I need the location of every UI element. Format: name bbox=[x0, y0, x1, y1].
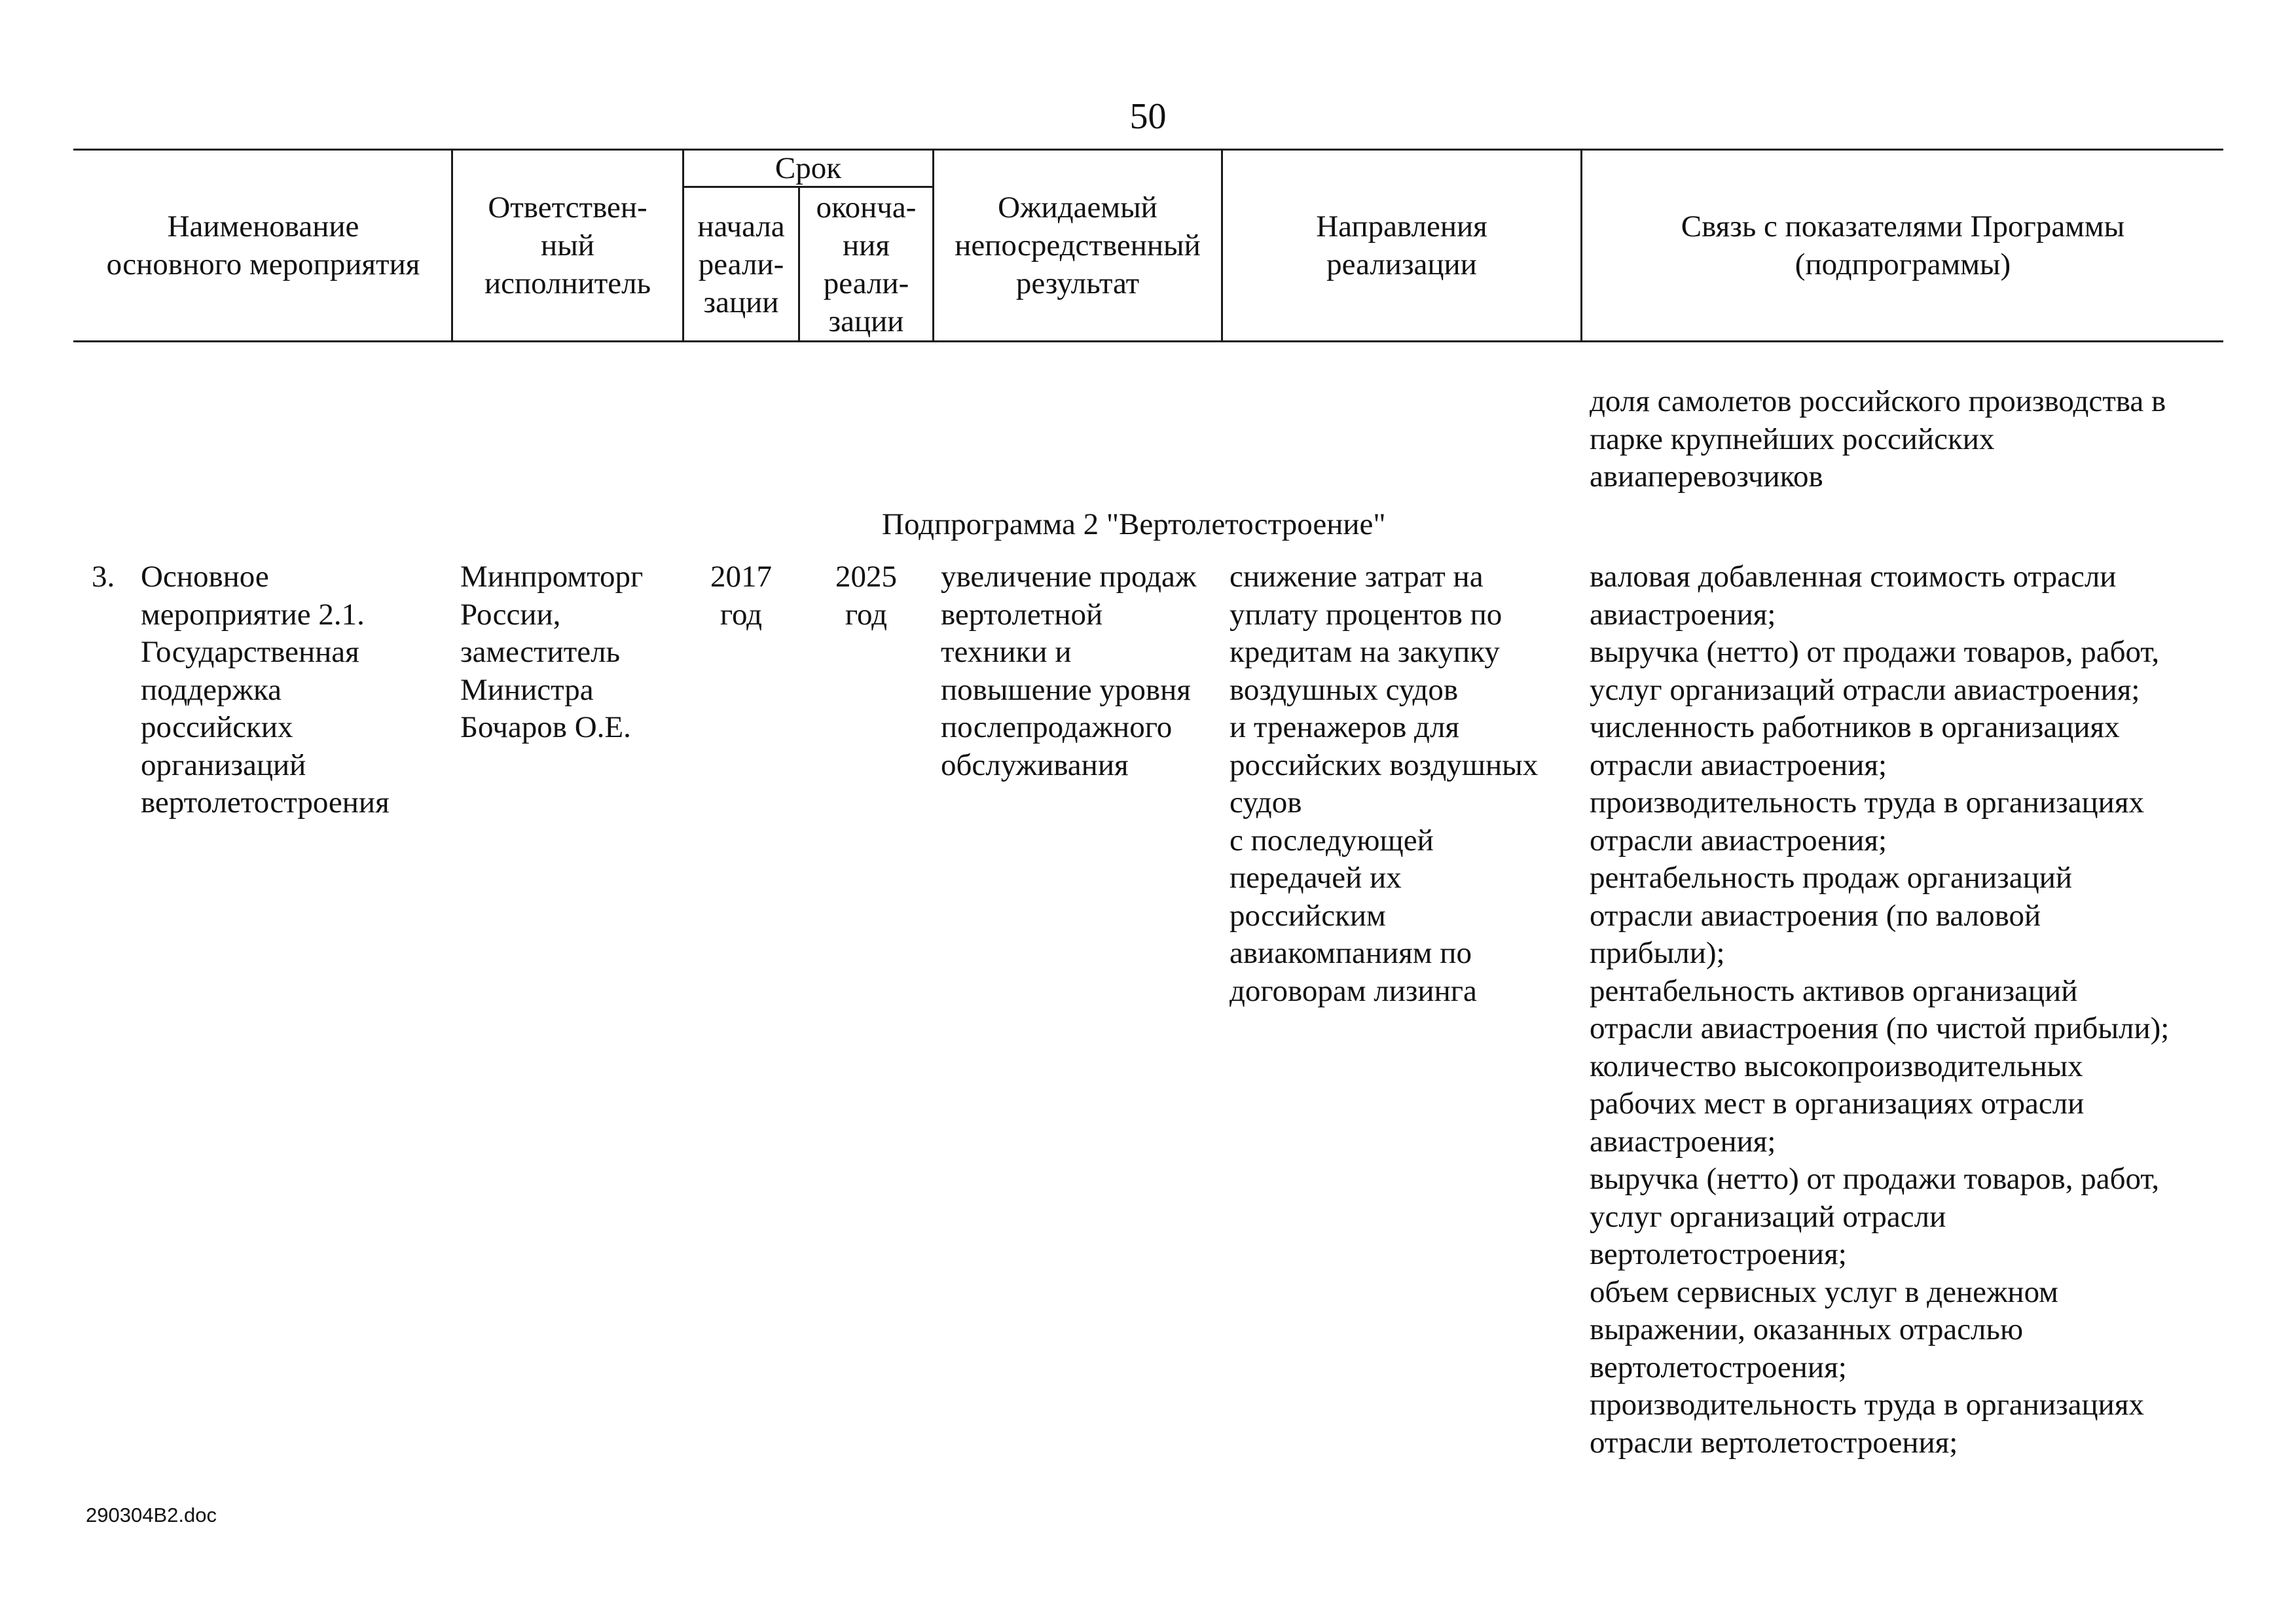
indicator-line: рентабельность продаж организаций bbox=[1590, 861, 2073, 895]
indicator-line: услуг организаций отрасли bbox=[1590, 1199, 1946, 1234]
direction-line: воздушных судов bbox=[1230, 672, 1459, 707]
row-responsible bbox=[460, 558, 643, 747]
direction-line: российским bbox=[1230, 898, 1386, 933]
result-line: техники и bbox=[941, 635, 1072, 669]
start-line: год bbox=[720, 597, 763, 632]
name-line: поддержка bbox=[141, 672, 282, 707]
indicator-line: валовая добавленная стоимость отрасли bbox=[1590, 560, 2117, 594]
indicator-line: авиастроения; bbox=[1590, 597, 1776, 632]
header-link-indicators: Связь с показателями Программы (подпрограммы) bbox=[1681, 209, 2125, 281]
row-number: 3. bbox=[92, 560, 115, 594]
indicator-line: вертолетостроения; bbox=[1590, 1350, 1847, 1384]
direction-line: и тренажеров для bbox=[1230, 710, 1460, 744]
name-line: организаций bbox=[141, 748, 306, 782]
result-line: послепродажного bbox=[941, 710, 1173, 744]
row-expected-result bbox=[941, 558, 1196, 784]
direction-line: авиакомпаниям по bbox=[1230, 936, 1472, 970]
header-directions: Направления реализации bbox=[1316, 209, 1487, 281]
header-term-start: начала реали- зации bbox=[697, 209, 785, 319]
page-number: 50 bbox=[1129, 96, 1167, 137]
indicator-line: вертолетостроения; bbox=[1590, 1237, 1847, 1271]
row-directions bbox=[1230, 558, 1538, 1010]
indicator-line: отрасли авиастроения (по валовой bbox=[1590, 898, 2041, 933]
responsible-line: Бочаров О.Е. bbox=[460, 710, 631, 744]
indicator-line: численность работников в организациях bbox=[1590, 710, 2120, 744]
row-end-year bbox=[800, 558, 932, 634]
indicator-line: выручка (нетто) от продажи товаров, работ, bbox=[1590, 1162, 2160, 1196]
indicator-line: отрасли вертолетостроения; bbox=[1590, 1425, 1958, 1460]
responsible-line: России, bbox=[460, 597, 561, 632]
header-name: Наименование основного мероприятия bbox=[106, 209, 420, 281]
name-line: Государственная bbox=[141, 635, 359, 669]
indicator-line: авиаперевозчиков bbox=[1590, 460, 1823, 494]
continued-indicators bbox=[1590, 383, 2166, 496]
header-expected-result: Ожидаемый непосредственный результат bbox=[955, 190, 1201, 300]
indicator-line: отрасли авиастроения (по чистой прибыли); bbox=[1590, 1011, 2170, 1045]
result-line: повышение уровня bbox=[941, 672, 1191, 707]
row-indicators bbox=[1590, 558, 2169, 1462]
responsible-line: заместитель bbox=[460, 635, 621, 669]
responsible-line: Министра bbox=[460, 672, 594, 707]
header-term: Срок bbox=[774, 151, 842, 185]
indicator-line: количество высокопроизводительных bbox=[1590, 1049, 2083, 1083]
indicator-line: производительность труда в организациях bbox=[1590, 1388, 2144, 1422]
row-start-year bbox=[684, 558, 798, 634]
indicator-line: выражении, оказанных отраслью bbox=[1590, 1312, 2024, 1346]
start-line: 2017 bbox=[710, 560, 772, 594]
indicator-line: услуг организаций отрасли авиастроения; bbox=[1590, 672, 2140, 707]
indicator-line: рентабельность активов организаций bbox=[1590, 973, 2078, 1008]
footer-file-name: 290304B2.doc bbox=[86, 1504, 217, 1526]
end-line: 2025 bbox=[835, 560, 897, 594]
subprogram-title: Подпрограмма 2 "Вертолетостроение" bbox=[882, 507, 1386, 541]
direction-line: передачей их bbox=[1230, 861, 1402, 895]
header-bottom-rule bbox=[73, 340, 2223, 342]
result-line: обслуживания bbox=[941, 748, 1129, 782]
indicator-line: парке крупнейших российских bbox=[1590, 422, 1995, 456]
direction-line: с последующей bbox=[1230, 823, 1434, 857]
responsible-line: Минпромторг bbox=[460, 560, 644, 594]
result-line: увеличение продаж bbox=[941, 560, 1197, 594]
header-term-end: оконча- ния реали- зации bbox=[816, 190, 917, 338]
direction-line: судов bbox=[1230, 785, 1302, 820]
direction-line: российских воздушных bbox=[1230, 748, 1539, 782]
result-line: вертолетной bbox=[941, 597, 1103, 632]
indicator-line: отрасли авиастроения; bbox=[1590, 823, 1887, 857]
indicator-line: рабочих мест в организациях отрасли bbox=[1590, 1087, 2085, 1121]
direction-line: кредитам на закупку bbox=[1230, 635, 1500, 669]
name-line: вертолетостроения bbox=[141, 785, 390, 820]
indicator-line: отрасли авиастроения; bbox=[1590, 748, 1887, 782]
name-line: Основное bbox=[141, 560, 269, 594]
header-responsible: Ответствен- ный исполнитель bbox=[484, 190, 651, 300]
row-name bbox=[141, 558, 390, 822]
indicator-line: авиастроения; bbox=[1590, 1124, 1776, 1159]
end-line: год bbox=[845, 597, 888, 632]
direction-line: уплату процентов по bbox=[1230, 597, 1503, 632]
name-line: российских bbox=[141, 710, 293, 744]
indicator-line: производительность труда в организациях bbox=[1590, 785, 2144, 820]
indicator-line: прибыли); bbox=[1590, 936, 1725, 970]
indicator-line: объем сервисных услуг в денежном bbox=[1590, 1274, 2058, 1309]
direction-line: снижение затрат на bbox=[1230, 560, 1484, 594]
name-line: мероприятие 2.1. bbox=[141, 597, 365, 632]
indicator-line: выручка (нетто) от продажи товаров, работ, bbox=[1590, 635, 2160, 669]
direction-line: договорам лизинга bbox=[1230, 973, 1477, 1008]
indicator-line: доля самолетов российского производства в bbox=[1590, 384, 2166, 418]
